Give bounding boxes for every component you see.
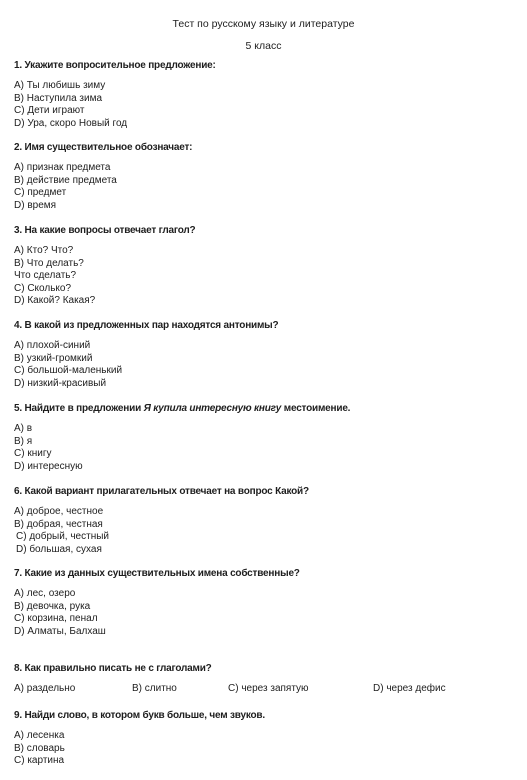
option-a: A) лес, озеро — [14, 588, 76, 599]
option-a: A) доброе, честное — [14, 506, 104, 517]
page-title: Тест по русскому языку и литературе — [172, 18, 355, 30]
option-d: D) Алматы, Балхаш — [14, 625, 106, 637]
grade-label: 5 класс — [245, 40, 282, 52]
question-8 — [14, 662, 517, 696]
option-c: C) корзина, пенал — [14, 613, 98, 624]
option-b: B) действие предмета — [14, 174, 117, 186]
option-c: C) Сколько? — [14, 282, 72, 294]
option-a: A) признак предмета — [14, 162, 111, 173]
question-text — [14, 402, 517, 415]
option-b: B) девочка, рука — [14, 600, 91, 612]
option-c: C) картина — [14, 755, 65, 766]
option-a: A) Ты любишь зиму — [14, 80, 106, 91]
option-c: C) книгу — [14, 448, 52, 459]
option-c: C) Дети играют — [14, 105, 85, 116]
option-a: A) Кто? Что? — [14, 245, 74, 256]
question-text: 9. Найди слово, в котором букв больше, чем звуков. — [14, 710, 265, 721]
question-text: 1. Укажите вопросительное предложение: — [14, 60, 216, 71]
option-b: B) слитно — [132, 683, 177, 694]
option-d: D) через дефис — [373, 683, 446, 694]
option-b: B) узкий-громкий — [14, 352, 93, 364]
option-b: B) словарь — [14, 742, 65, 754]
question-text-start: 5. Найдите в предложении — [14, 403, 144, 414]
option-c: C) добрый, честный — [16, 531, 109, 542]
option-d: D) интересную — [14, 460, 83, 472]
question-6 — [14, 485, 517, 556]
option-a: A) раздельно — [14, 683, 76, 694]
question-text: 2. Имя существительное обозначает: — [14, 142, 193, 153]
option-d: D) Ура, скоро Новый год — [14, 117, 128, 129]
question-text: 3. На какие вопросы отвечает глагол? — [14, 225, 196, 236]
question-text: 4. В какой из предложенных пар находятся антонимы? — [14, 320, 279, 331]
question-4 — [14, 319, 517, 390]
question-3 — [14, 224, 517, 308]
option-c: C) через запятую — [228, 683, 309, 694]
option-d: D) низкий-красивый — [14, 377, 107, 389]
option-c: C) большой-маленький — [14, 365, 123, 376]
option-d: D) Какой? Какая? — [14, 295, 96, 306]
question-sentence: Я купила интересную книгу — [143, 403, 282, 414]
question-text: 7. Какие из данных существительных имена собственные? — [14, 568, 300, 579]
question-2 — [14, 141, 517, 212]
option-b-cont: Что сделать? — [14, 270, 77, 281]
option-c: C) предмет — [14, 187, 67, 198]
option-a: A) в — [14, 423, 33, 434]
question-text: 8. Как правильно писать не с глаголами? — [14, 663, 212, 674]
option-b: B) добрая, честная — [14, 518, 103, 530]
option-d: D) большая, сухая — [16, 543, 102, 555]
option-a: A) лесенка — [14, 730, 65, 741]
question-9 — [14, 709, 517, 768]
question-5 — [14, 402, 517, 473]
option-b: B) я — [14, 435, 33, 447]
question-1 — [14, 59, 517, 130]
option-d: D) время — [14, 199, 57, 211]
option-b: B) Что делать? — [14, 257, 84, 269]
question-7 — [14, 567, 517, 638]
option-b: B) Наступила зима — [14, 92, 103, 104]
option-a: A) плохой-синий — [14, 340, 91, 351]
question-text: 6. Какой вариант прилагательных отвечает на вопрос Какой? — [14, 486, 309, 497]
question-text-end: местоимение. — [281, 403, 351, 414]
